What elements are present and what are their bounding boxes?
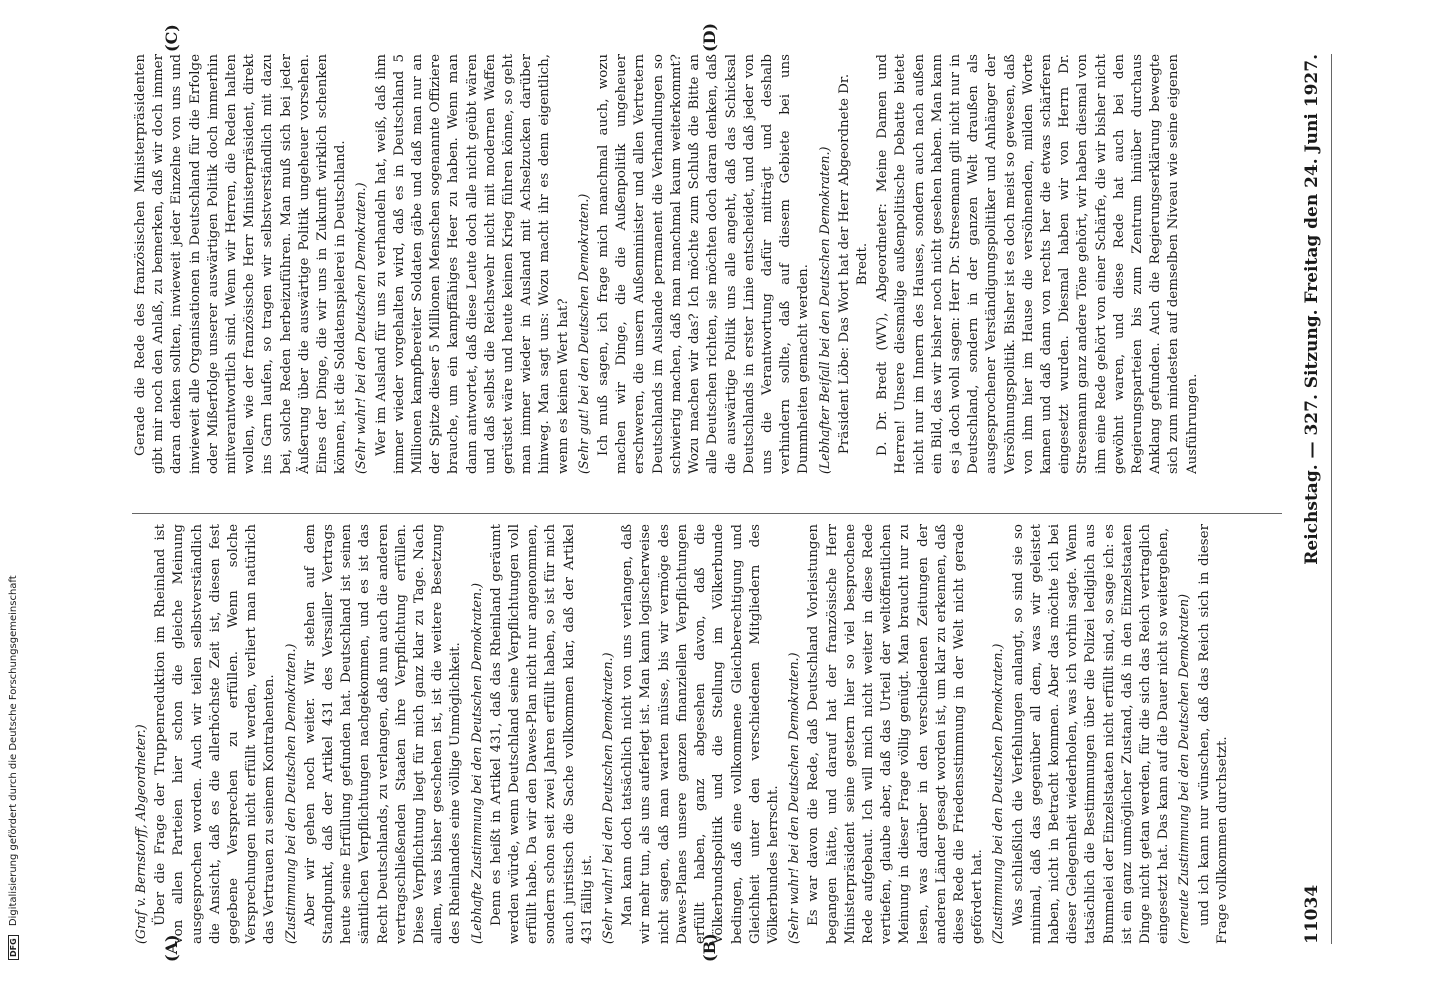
paragraph: Wer im Ausland für uns zu verhandeln hat, weiß, daß ihm immer wieder vorgehalten wird, daß es in Deutschland 5 Millionen kampfbereiter Soldaten gäbe und daß man nur an der Spitze dieser 5 Millionen Menschen sogenannte Offiziere brauche, um ein kampffähiges Heer zu haben. Wenn man dann antwortet, daß diese Leute doch alle nicht geübt wären und daß selbst die Reichswehr nicht mit modernen Waffen gerüstet wäre und heute keinen Krieg führen könne, so geht man immer wieder in Ausland mit Achselzucken darüber hinweg. Man sagt uns: Wozu macht ihr es denn eigentlich, wenn es keinen Wert hat?	[373, 54, 571, 474]
margin-marker-d: (D)	[700, 22, 719, 52]
paragraph: Präsident Löbe: Das Wort hat der Herr Abgeordnete Dr. Bredt.	[836, 73, 870, 455]
left-column	[132, 524, 1282, 944]
paragraph: D. Dr. Bredt (WV), Abgeordneter: Meine Damen und Herren! Unsere diesmalige außenpolitische Debatte bietet nicht nur im Innern des Hauses, sondern auch nach außen ein Bild, das wir bisher noch nicht gesehen haben. Man kann es ja doch wohl sagen: Herr Dr. Stresemann gilt nicht nur in Deutschland, sondern in der ganzen Welt draußen als ausgesprochener Verständigungspolitiker und Anhänger der Versöhnungspolitik. Bisher ist es doch meist so gewesen, daß von ihm hier im Hause die versöhnenden, milden Worte kamen und daß dann von rechts her die etwas schärferen eingesetzt wurden. Diesmal haben wir von Herrn Dr. Stresemann ganz andere Töne gehört, wir haben diesmal von ihm eine Rede gehört von einer Schärfe, die wir bisher nicht gewöhnt waren, und diese Rede hat auch bei den Regierungsparteien bis zum Zentrum hinüber durchaus Anklang gefunden. Auch die Regierungserklärung bewegte sich zum mindesten auf demselben Niveau wie seine eigenen Ausführungen.	[875, 54, 1200, 474]
digitization-note-text: Digitalisierung gefördert durch die Deutsche Forschungsgemeinschaft	[8, 575, 19, 927]
margin-marker-b: (B)	[700, 933, 719, 962]
right-column	[132, 54, 1282, 474]
paragraph: Was schließlich die Verfehlungen anlangt, so sind sie so minimal, daß das gegenüber all dem, was wir geleistet haben, nicht in Betracht kommen. Aber das möchte ich bei dieser Gelegenheit wiederholen, was ich vorhin sagte. Wenn tatsächlich die Bestimmungen über die Polizei lediglich aus Bummelei der Einzelstaaten nicht erfüllt sind, so sage ich: es ist ein ganz unmöglicher Zustand, daß in den Einzelstaaten Dinge nicht getan werden, für die sich das Reich vertraglich eingesetzt hat. Das kann auf die Dauer nicht so weitergehen,	[1010, 524, 1172, 944]
page-title: Reichstag. — 327. Sitzung. Freitag den 24. Juni 1927.	[1301, 54, 1322, 565]
interjection: (erneute Zustimmung bei den Deutschen Demokraten)	[1176, 593, 1192, 944]
page-number: 11034	[1301, 884, 1322, 944]
interjection: (Lebhafter Beifall bei den Deutschen Demokraten.)	[816, 146, 832, 474]
margin-marker-a: (A)	[162, 934, 181, 962]
paragraph: Man kann doch tatsächlich nicht von uns verlangen, daß wir mehr tun, als uns auferlegt ist. Man kann logischerweise nicht sagen, daß man warten müsse, bis wir vermöge des Dawes-Planes unsere ganzen finanziellen Verpflichtungen erfüllt haben, ganz abgesehen davon, daß die Völkerbundspolitik und die Stellung im Völkerbunde bedingen, daß eine vollkommene Gleichberechtigung und Gleichheit unter den verschiedenen Mitgliedern des Völkerbundes herrscht.	[620, 524, 781, 944]
column-divider	[132, 513, 1282, 514]
interjection: (Zustimmung bei den Deutschen Demokraten.)	[990, 643, 1006, 944]
paragraph: Denn es heißt in Artikel 431, daß das Rheinland geräumt werden würde, wenn Deutschland seine Verpflichtungen voll erfüllt habe. Da wir den Dawes-Plan nicht nur angenommen, sondern schon seit zwei Jahren erfüllt haben, so ist für mich auch juristisch die Sache vollkommen klar, daß der Artikel 431 fällig ist.	[488, 524, 595, 944]
page-header	[1292, 54, 1332, 944]
interjection: (Zustimmung bei den Deutschen Demokraten.)	[282, 643, 298, 944]
paragraph: und ich kann nur wünschen, daß das Reich sich in dieser Frage vollkommen durchsetzt.	[1196, 524, 1230, 944]
digitization-note	[8, 0, 24, 1000]
interjection: (Sehr gut! bei den Deutschen Demokraten.)	[575, 193, 591, 474]
paragraph: Ich muß sagen, ich frage mich manchmal auch, wozu machen wir Dinge, die die Außenpolitik ungeheuer erschweren, die unsern Außenminister und allen Vertretern Deutschlands im Auslande permanent die Verhandlungen so schwierig machen, daß man manchmal kaum weiterkommt? Wozu machen wir das? Ich möchte zum Schluß die Bitte an alle Deutschen richten, sie möchten doch daran denken, daß die auswärtige Politik uns alle angeht, daß das Schicksal Deutschlands in erster Linie entscheidet, und daß jeder von uns die Verantwortung dafür mitträgt und deshalb verhindern sollte, daß auf diesem Gebiete bei uns Dummheiten gemacht werden.	[596, 54, 812, 474]
interjection: (Sehr wahr! bei den Deutschen Demokraten.)	[600, 652, 616, 944]
interjection: (Sehr wahr! bei den Deutschen Demokraten.)	[353, 182, 369, 474]
paragraph: Aber wir gehen noch weiter. Wir stehen auf dem Standpunkt, daß der Artikel 431 des Versailler Vertrags heute seine Erfüllung gefunden hat. Deutschland ist seinen sämtlichen Verpflichtungen nachgekommen, und es ist das Recht Deutschlands, zu verlangen, daß nun auch die anderen vertragschließenden Staaten ihre Verpflichtung erfüllen. Diese Verpflichtung liegt für mich ganz klar zu Tage. Nach allem, was bisher geschehen ist, ist die weitere Besetzung des Rheinlandes eine völlige Unmöglichkeit.	[302, 524, 464, 944]
paragraph: Es war davon die Rede, daß Deutschland Vorleistungen begangen hätte, und darauf hat der französische Herr Ministerpräsident seine gestern hier so viel besprochene Rede aufgebaut. Ich will mich nicht weiter in diese Rede vertiefen, glaube aber, daß das Urteil der weltöffentlichen Meinung in dieser Frage völlig genügt. Man braucht nur zu lesen, was darüber in den verschiedenen Zeitungen der anderen Länder gesagt worden ist, um klar zu erkennen, daß diese Rede die Friedensstimmung in der Welt nicht gerade gefördert hat.	[806, 524, 986, 944]
paragraph: Über die Frage der Truppenreduktion im Rheinland ist von allen Parteien hier schon die gleiche Meinung ausgesprochen worden. Auch wir teilen selbstverständlich die Ansicht, daß es die allerhöchste Zeit ist, diesen fest gegebene Versprechen zu erfüllen. Wenn solche Versprechungen nicht erfüllt werden, verliert man natürlich das Vertrauen zu seinem Kontrahenten.	[153, 524, 278, 944]
speaker-line: (Graf v. Bernstorff, Abgeordneter.)	[133, 724, 148, 944]
interjection: (Lebhafte Zustimmung bei den Deutschen Demokraten.)	[468, 582, 484, 944]
interjection: (Sehr wahr! bei den Deutschen Demokraten.)	[786, 652, 802, 944]
dfg-logo: DFG	[8, 935, 19, 960]
paragraph: Gerade die Rede des französischen Ministerpräsidenten gibt mir noch den Anlaß, zu bemerken, daß wir doch immer daran denken sollten, inwieweit jeder Einzelne von uns und inwieweit alle Organisationen in Deutschland für die Erfolge oder Mißerfolge unserer auswärtigen Politik doch immerhin mitverantwortlich sind. Wenn wir Herren, die Reden halten wollen, wie der französische Herr Ministerpräsident, direkt ins Garn laufen, so tragen wir selbstverständlich mit dazu bei, solche Reden herbeizuführen. Man muß sich bei jeder Äußerung über die auswärtige Politik ungeheuer vorsehen. Eines der Dinge, die wir uns in Zukunft wirklich schenken können, ist die Soldatenspielerei in Deutschland.	[133, 54, 349, 474]
margin-marker-c: (C)	[162, 24, 181, 52]
